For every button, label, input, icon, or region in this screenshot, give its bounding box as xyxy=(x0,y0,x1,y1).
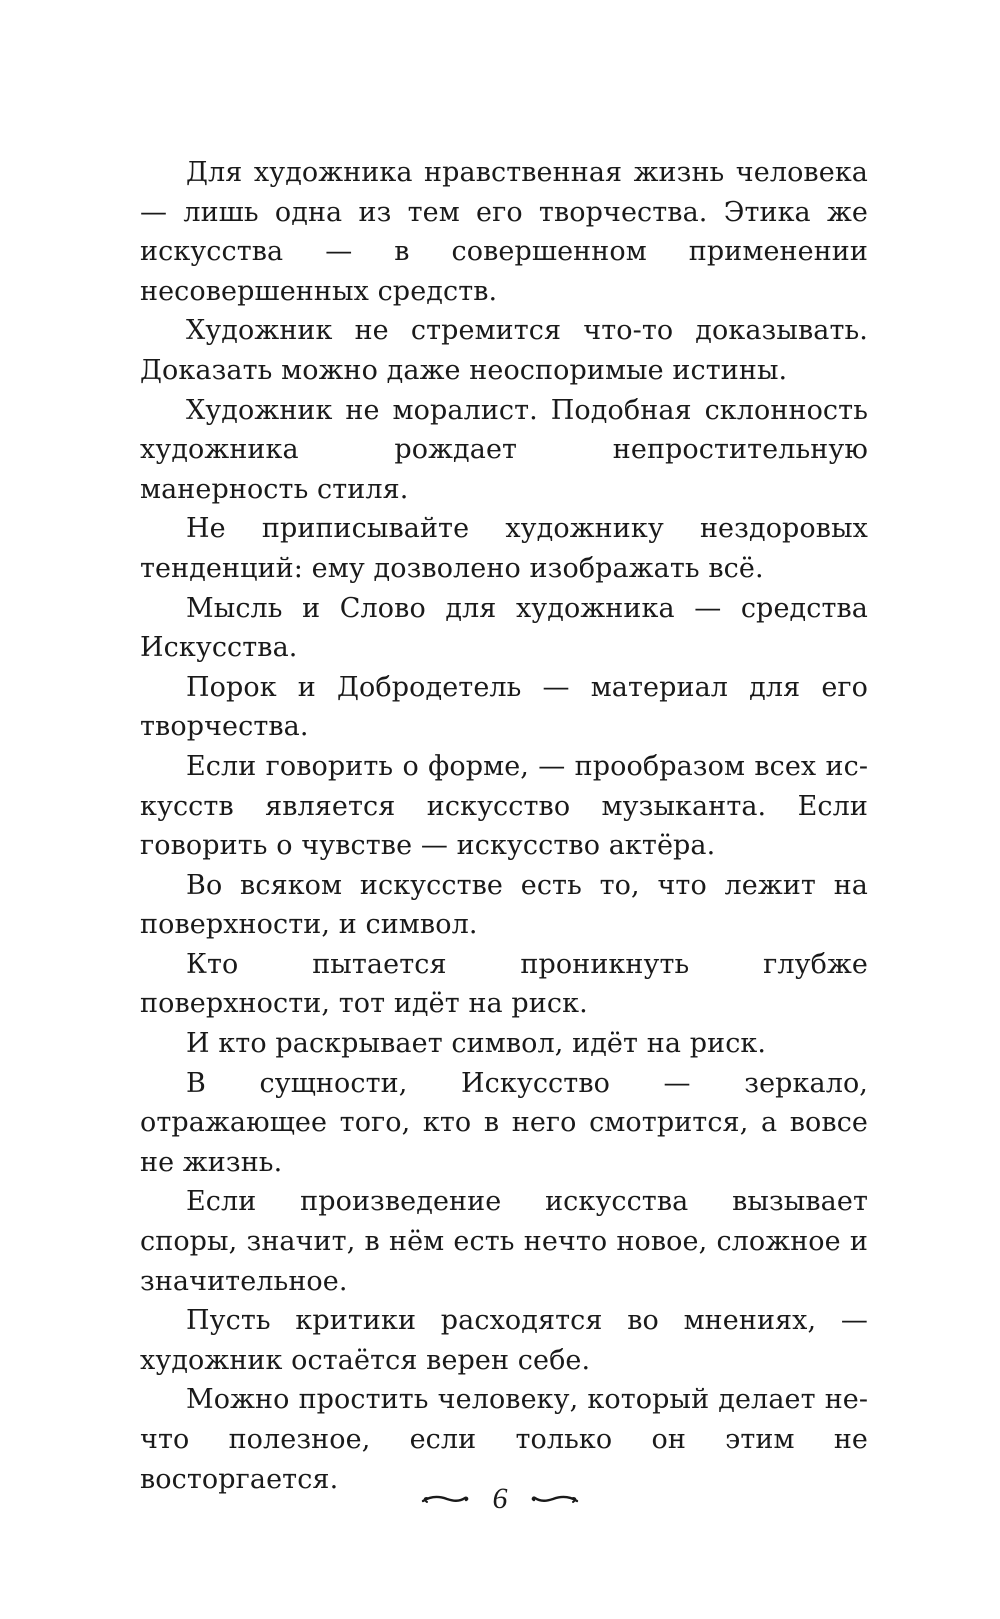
body-text xyxy=(140,153,868,1499)
paragraph: Кто пытается проникнуть глубже поверхности, тот идёт на риск. xyxy=(140,948,868,1020)
page-number: 6 xyxy=(492,1482,508,1516)
paragraph: Если произведение искусства вызывает споры, значит, в нём есть нечто новое, сложное и значительное. xyxy=(140,1186,868,1297)
paragraph: Пусть критики расходятся во мнениях, — художник остаётся верен себе. xyxy=(140,1305,868,1376)
paragraph: Мысль и Слово для художника — средства Искусства. xyxy=(140,592,868,664)
paragraph: Если говорить о форме, — прообразом всех искусств является искусство музыканта. Если говорить о чувстве — искусство актёра. xyxy=(140,750,868,862)
left-swash-ornament xyxy=(421,1490,471,1508)
paragraph: Для художника нравственная жизнь человека — лишь одна из тем его творчества. Этика же искусства — в совершенном применении несовершенных средств. xyxy=(140,157,868,307)
right-swash-ornament xyxy=(529,1490,579,1508)
paragraph: Художник не стремится что-то доказывать. Доказать можно даже неоспоримые истины. xyxy=(140,315,868,386)
paragraph: Не приписывайте художнику нездоровых тенденций: ему дозволено изображать всё. xyxy=(140,513,868,584)
paragraph: Порок и Добродетель — материал для его творчества. xyxy=(140,671,868,743)
page-folio xyxy=(0,1480,1000,1516)
paragraph: Художник не моралист. Подобная склонность художника рождает непростительную манерность стиля. xyxy=(140,394,868,505)
paragraph: Можно простить человеку, который делает нечто полезное, если только он этим не восторгается. xyxy=(140,1384,868,1495)
paragraph: В сущности, Искусство — зеркало, отражающее того, кто в него смотрится, а вовсе не жизнь. xyxy=(140,1067,868,1178)
paragraph: И кто раскрывает символ, идёт на риск. xyxy=(186,1028,767,1060)
paragraph: Во всяком искусстве есть то, что лежит на поверхности, и символ. xyxy=(140,869,868,941)
